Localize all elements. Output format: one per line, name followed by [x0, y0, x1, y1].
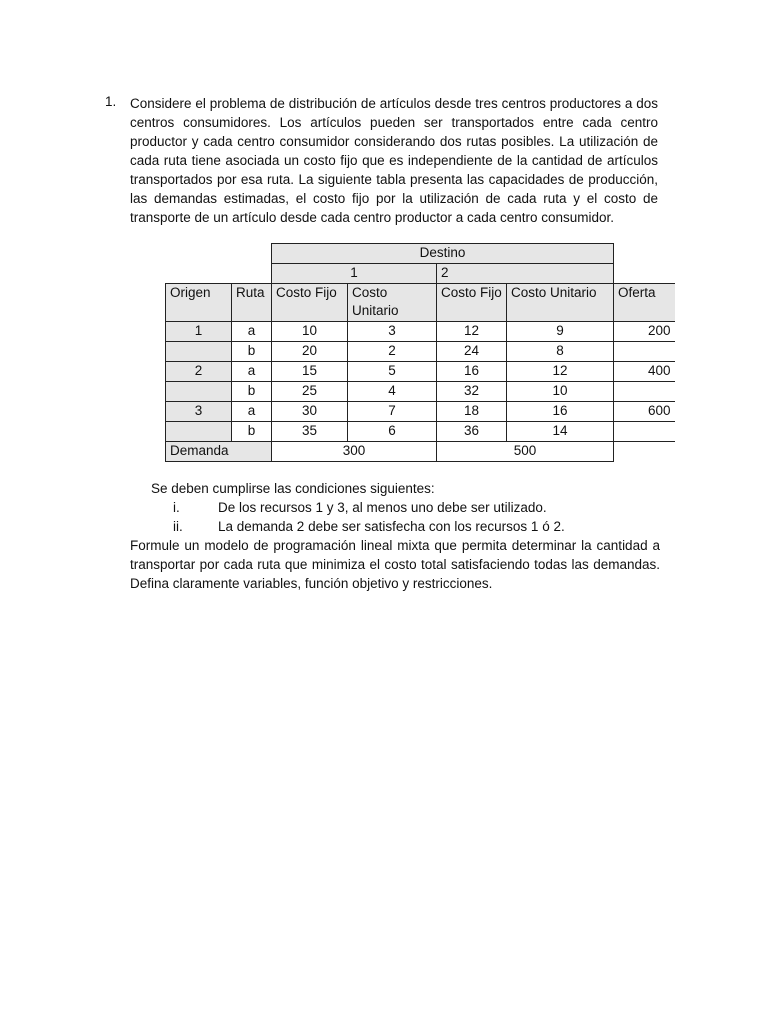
table-row: [166, 342, 675, 362]
condition-text: De los recursos 1 y 3, al menos uno debe ser utilizado.: [218, 500, 547, 515]
cell-costo-unitario-1: 5: [348, 362, 437, 382]
cell-costo-fijo-2: 16: [437, 362, 507, 382]
cell-costo-unitario-1: 4: [348, 382, 437, 402]
header-origen: Origen: [166, 284, 232, 322]
table-header-row: [166, 284, 675, 322]
header-costo-unitario-1: Costo Unitario: [348, 284, 437, 322]
destino-header: Destino: [272, 244, 614, 264]
cell-costo-fijo-2: 24: [437, 342, 507, 362]
table-row: [166, 322, 675, 342]
cell-costo-fijo-2: 32: [437, 382, 507, 402]
cell-costo-fijo-1: 25: [272, 382, 348, 402]
header-costo-fijo-2: Costo Fijo: [437, 284, 507, 322]
cell-origen: 2: [166, 362, 232, 382]
table-row-destinos: [166, 264, 675, 284]
cell-oferta: 200: [614, 322, 675, 342]
header-oferta: Oferta: [614, 284, 675, 322]
destino-2-header: 2: [437, 264, 614, 284]
header-ruta: Ruta: [232, 284, 272, 322]
table-row: [166, 422, 675, 442]
cell-origen: [166, 342, 232, 362]
cell-ruta: a: [232, 402, 272, 422]
question-paragraph: Considere el problema de distribución de artículos desde tres centros productores a dos centros consumidores. Los artículos pueden ser transportados entre cada centro productor y cada centro consumidor considerando dos rutas posibles. La utilización de cada ruta tiene asociada un costo fijo que es independiente de la cantidad de artículos transportados por esa ruta. La siguiente tabla presenta las capacidades de producción, las demandas estimadas, el costo fijo por la utilización de cada ruta y el costo de transporte de un artículo desde cada centro productor a cada centro consumidor.: [130, 96, 658, 225]
cell-costo-unitario-1: 7: [348, 402, 437, 422]
cell-origen: [166, 382, 232, 402]
cell-oferta: 400: [614, 362, 675, 382]
condition-number: ii.: [173, 519, 183, 534]
cell-origen: [166, 422, 232, 442]
cell-ruta: b: [232, 342, 272, 362]
cell-costo-fijo-1: 20: [272, 342, 348, 362]
cell-origen: 3: [166, 402, 232, 422]
cell-costo-fijo-1: 30: [272, 402, 348, 422]
condition-number: i.: [173, 500, 180, 515]
cell-costo-fijo-2: 18: [437, 402, 507, 422]
cell-oferta: [614, 422, 675, 442]
cell-costo-unitario-1: 6: [348, 422, 437, 442]
cell-oferta: [614, 382, 675, 402]
table-row: [166, 402, 675, 422]
question-number: 1.: [105, 94, 117, 109]
cell-ruta: a: [232, 362, 272, 382]
cell-costo-fijo-1: 10: [272, 322, 348, 342]
cell-oferta: [614, 342, 675, 362]
demanda-label: Demanda: [166, 442, 272, 462]
demanda-1: 300: [272, 442, 437, 462]
cell-costo-unitario-1: 3: [348, 322, 437, 342]
table-row-demanda: [166, 442, 675, 462]
cell-ruta: b: [232, 422, 272, 442]
cell-costo-unitario-2: 14: [507, 422, 614, 442]
cell-costo-fijo-1: 15: [272, 362, 348, 382]
destino-1-header: 1: [272, 264, 437, 284]
cell-costo-unitario-2: 9: [507, 322, 614, 342]
conditions-intro: Se deben cumplirse las condiciones siguientes:: [151, 481, 435, 496]
condition-text: La demanda 2 debe ser satisfecha con los recursos 1 ó 2.: [218, 519, 565, 534]
cell-ruta: b: [232, 382, 272, 402]
cell-costo-unitario-2: 8: [507, 342, 614, 362]
demanda-2: 500: [437, 442, 614, 462]
cell-costo-fijo-2: 12: [437, 322, 507, 342]
distribution-table: [165, 243, 675, 462]
cell-costo-fijo-1: 35: [272, 422, 348, 442]
table-row: [166, 382, 675, 402]
cell-costo-unitario-2: 10: [507, 382, 614, 402]
cell-ruta: a: [232, 322, 272, 342]
cell-costo-fijo-2: 36: [437, 422, 507, 442]
cell-costo-unitario-2: 12: [507, 362, 614, 382]
cell-origen: 1: [166, 322, 232, 342]
cell-costo-unitario-2: 16: [507, 402, 614, 422]
table-row: [166, 362, 675, 382]
header-costo-fijo-1: Costo Fijo: [272, 284, 348, 322]
cell-costo-unitario-1: 2: [348, 342, 437, 362]
table-row-destino: [166, 244, 675, 264]
final-paragraph: Formule un modelo de programación lineal mixta que permita determinar la cantidad a transportar por cada ruta que minimiza el costo total satisfaciendo todas las demandas. Defina claramente variables, función objetivo y restricciones.: [130, 538, 660, 591]
cell-oferta: 600: [614, 402, 675, 422]
header-costo-unitario-2: Costo Unitario: [507, 284, 614, 322]
